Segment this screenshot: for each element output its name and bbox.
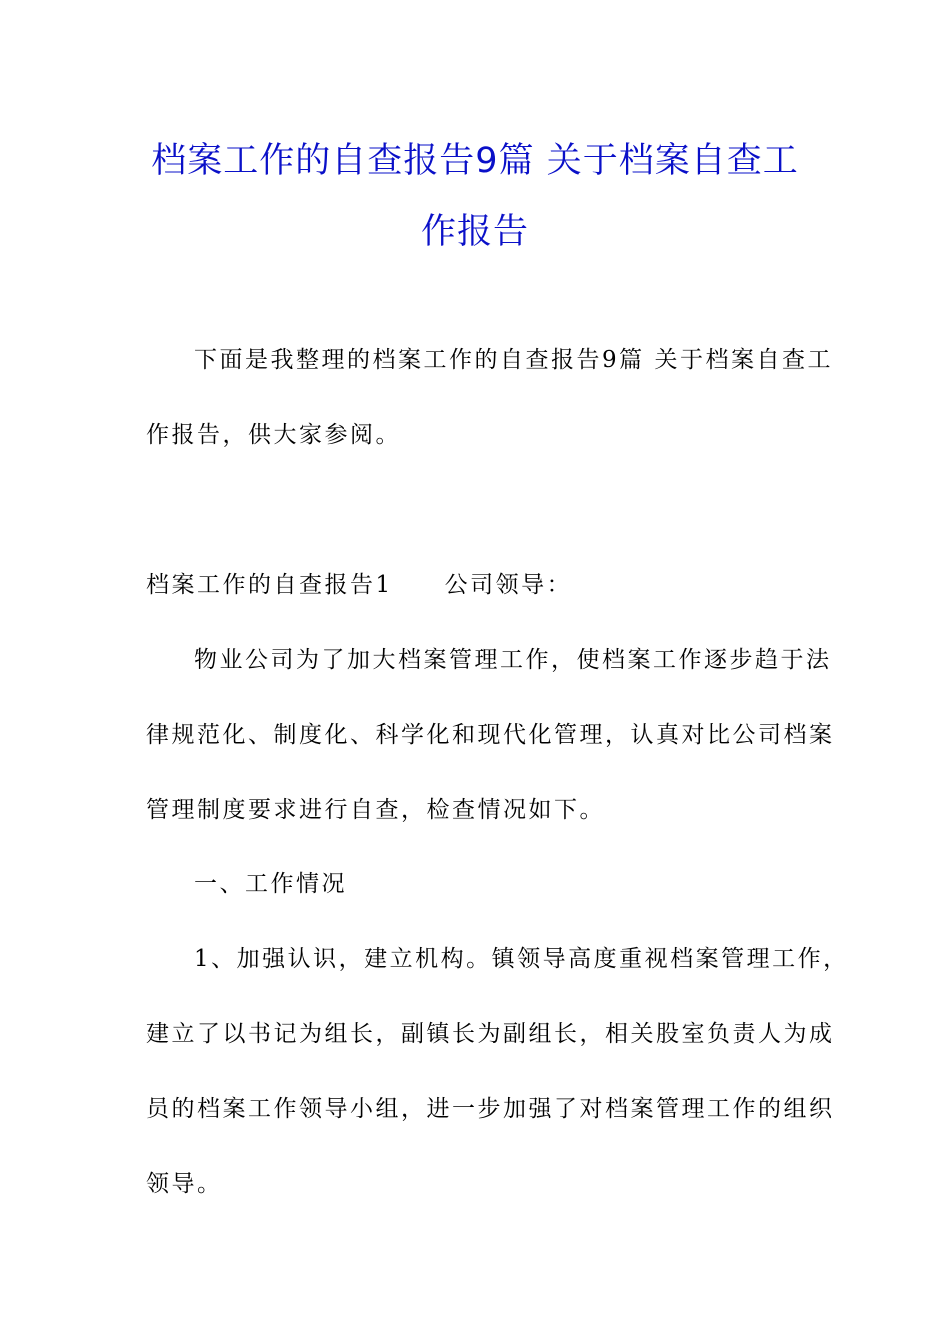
section-heading-row — [146, 570, 572, 600]
item1-line-2: 建立了以书记为组长，副镇长为副组长，相关股室负责人为成 — [146, 1021, 835, 1047]
subheading-1: 一、工作情况 — [194, 871, 347, 897]
item1-line-4: 领导。 — [146, 1171, 223, 1197]
intro-line-1: 下面是我整理的档案工作的自查报告9篇 关于档案自查工 — [194, 347, 833, 373]
section-heading: 档案工作的自查报告1 — [146, 572, 393, 598]
para1-line-3: 管理制度要求进行自查，检查情况如下。 — [146, 797, 605, 823]
salutation: 公司领导： — [444, 572, 573, 598]
document-title-line-2: 作报告 — [420, 212, 529, 252]
intro-line-2: 作报告，供大家参阅。 — [146, 422, 401, 448]
para1-line-1: 物业公司为了加大档案管理工作，使档案工作逐步趋于法 — [194, 647, 832, 673]
item1-line-3: 员的档案工作领导小组，进一步加强了对档案管理工作的组织 — [146, 1096, 835, 1122]
document-title-line-1: 档案工作的自查报告9篇 关于档案自查工 — [151, 141, 799, 181]
item1-line-1: 1、加强认识，建立机构。镇领导高度重视档案管理工作， — [194, 946, 849, 972]
para1-line-2: 律规范化、制度化、科学化和现代化管理，认真对比公司档案 — [146, 722, 835, 748]
